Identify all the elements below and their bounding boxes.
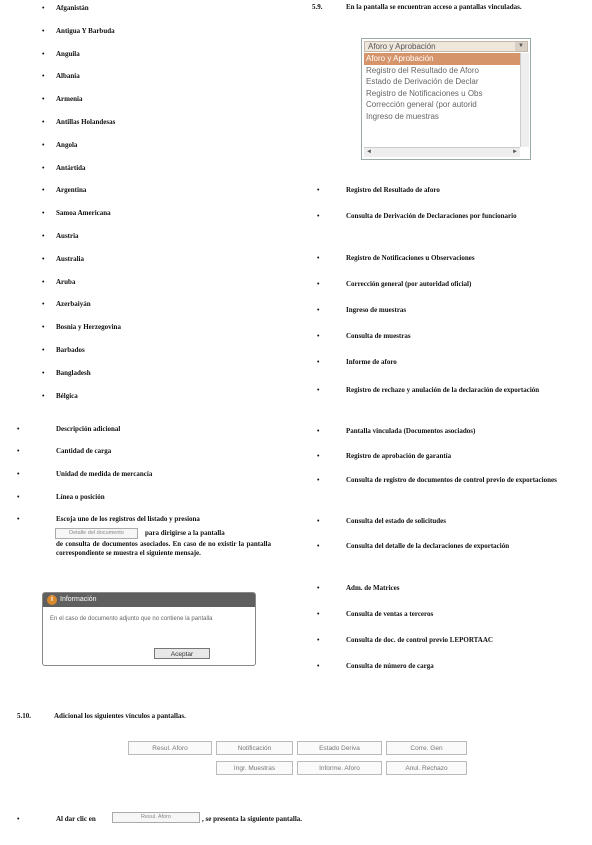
section-number: 5.10. (17, 712, 31, 720)
accept-button[interactable]: Aceptar (154, 648, 210, 659)
list-item: Consulta de muestras (346, 332, 411, 340)
list-item: Registro de Notificaciones u Observaciones (346, 254, 475, 262)
bullet: • (317, 386, 320, 394)
bullet: • (317, 662, 320, 670)
country-list-item: • Antillas Holandesas (56, 118, 115, 127)
country-list-item: • Barbados (56, 346, 85, 355)
select-option[interactable]: Registro de Notificaciones u Obs (366, 88, 483, 98)
info-icon: i (47, 595, 57, 605)
bullet: • (317, 427, 320, 435)
section-text: Adicional los siguientes vínculos a pantallas. (54, 712, 186, 720)
bullet: • (317, 254, 320, 262)
bullet: • (317, 636, 320, 644)
bullet: • (317, 452, 320, 460)
select-value: Aforo y Aprobación (368, 42, 436, 51)
list-item: Registro de rechazo y anulación de la declaración de exportación (346, 386, 540, 394)
country-list-item: • Argentina (56, 186, 86, 195)
chevron-down-icon[interactable]: ▼ (515, 42, 527, 51)
section-text: En la pantalla se encuentran acceso a pantallas vinculadas. (346, 3, 522, 11)
instruction-text-cont: para dirigirse a la pantalla (145, 529, 225, 537)
list-item: Informe de aforo (346, 358, 397, 366)
bullet: • (317, 542, 320, 550)
link-button[interactable]: Anul. Rechazo (386, 761, 467, 775)
dialog-title: Información (60, 596, 97, 603)
bullet: • (317, 610, 320, 618)
link-button[interactable]: Corre. Gen (386, 741, 467, 755)
country-list-item: • Albania (56, 72, 80, 81)
select-option[interactable]: Aforo y Aprobación (364, 53, 520, 65)
bullet: • (17, 515, 20, 523)
bullet: • (17, 470, 20, 478)
bullet: • (317, 358, 320, 366)
scroll-left-icon[interactable]: ◄ (366, 149, 372, 155)
country-list-item: • Australia (56, 255, 84, 264)
bullet: • (17, 493, 20, 501)
link-button[interactable]: Ingr. Muestras (216, 761, 293, 775)
detalle-documento-button[interactable]: Detalle del documento (55, 528, 138, 539)
list-item: Consulta del estado de solicitudes (346, 517, 446, 525)
country-list-item: • Austria (56, 232, 79, 241)
bullet: • (317, 517, 320, 525)
bullet: • (317, 476, 320, 484)
bullet: • (17, 425, 20, 433)
horizontal-scrollbar[interactable] (364, 147, 520, 157)
list-item: Corrección general (por autoridad oficial) (346, 280, 472, 288)
list-item: Consulta de Derivación de Declaraciones por funcionario (346, 212, 517, 220)
select-option[interactable]: Estado de Derivación de Declar (366, 77, 479, 86)
dialog-title-bar (43, 593, 255, 607)
list-item: Consulta del detalle de la declaraciones de exportación (346, 542, 510, 550)
list-item: Registro de aprobación de garantía (346, 452, 452, 460)
list-item: Consulta de número de carga (346, 662, 434, 670)
list-item: Descripción adicional (56, 425, 121, 433)
final-text-pre: Al dar clic en (56, 815, 96, 823)
list-item: Registro del Resultado de aforo (346, 186, 440, 194)
list-item: Consulta de registro de documentos de control previo de exportaciones (346, 476, 557, 484)
final-text-post: , se presenta la siguiente pantalla. (202, 815, 303, 823)
list-item: Consulta de doc. de control previo LEPORTAAC (346, 636, 493, 644)
country-list-item: • Antártida (56, 164, 86, 173)
select-option[interactable]: Registro del Resultado de Aforo (366, 65, 479, 75)
country-list-item: • Bélgica (56, 392, 78, 401)
list-item: Consulta de ventas a terceros (346, 610, 434, 618)
country-list-item: • Azerbaiyán (56, 300, 91, 309)
select-options[interactable] (364, 53, 520, 147)
country-list-item: • Bangladesh (56, 369, 91, 378)
bullet: • (317, 280, 320, 288)
link-button[interactable]: Estado Deriva (297, 741, 382, 755)
list-item: Unidad de medida de mercancía (56, 470, 153, 478)
instruction-text-cont2: de consulta de documentos asociados. En caso de no existir la pantalla correspondiente se muestra el siguiente mensaje. (56, 540, 271, 557)
country-list-item: • Samoa Americana (56, 209, 111, 218)
select-option[interactable]: Corrección general (por autorid (366, 100, 477, 109)
section-number: 5.9. (312, 3, 323, 11)
bullet: • (317, 306, 320, 314)
country-list-item: • Anguila (56, 50, 80, 59)
link-button[interactable]: Informe. Aforo (297, 761, 382, 775)
bullet: • (317, 332, 320, 340)
resul-aforo-inline-button[interactable]: Resul. Aforo (112, 812, 200, 823)
select-option[interactable]: Ingreso de muestras (366, 111, 439, 121)
instruction-text: Escoja uno de los registros del listado y presiona (56, 515, 200, 523)
info-dialog (42, 592, 256, 666)
dialog-message: En el caso de documento adjunto que no contiene la pantalla (50, 616, 213, 622)
list-item: Línea o posición (56, 493, 105, 501)
country-list-item: • Aruba (56, 278, 75, 287)
link-button[interactable]: Resul. Aforo (128, 741, 212, 755)
country-list-item: • Armenia (56, 95, 82, 104)
list-item: Ingreso de muestras (346, 306, 407, 314)
bullet: • (17, 447, 20, 455)
link-button[interactable]: Notificación (216, 741, 293, 755)
list-item: Adm. de Matrices (346, 584, 400, 592)
bullet: • (317, 186, 320, 194)
bullet: • (17, 815, 20, 823)
vertical-scrollbar[interactable] (520, 53, 529, 147)
country-list-item: • Antigua Y Barbuda (56, 27, 115, 36)
select-current[interactable] (364, 41, 528, 52)
scroll-right-icon[interactable]: ► (512, 149, 518, 155)
bullet: • (317, 212, 320, 220)
country-list-item: • Bosnia y Herzegovina (56, 323, 121, 332)
list-item: Cantidad de carga (56, 447, 112, 455)
list-item: Pantalla vinculada (Documentos asociados) (346, 427, 476, 435)
bullet: • (317, 584, 320, 592)
country-list-item: • Afganistán (56, 4, 89, 13)
country-list-item: • Angola (56, 141, 77, 150)
linked-screens-select[interactable] (361, 38, 531, 160)
